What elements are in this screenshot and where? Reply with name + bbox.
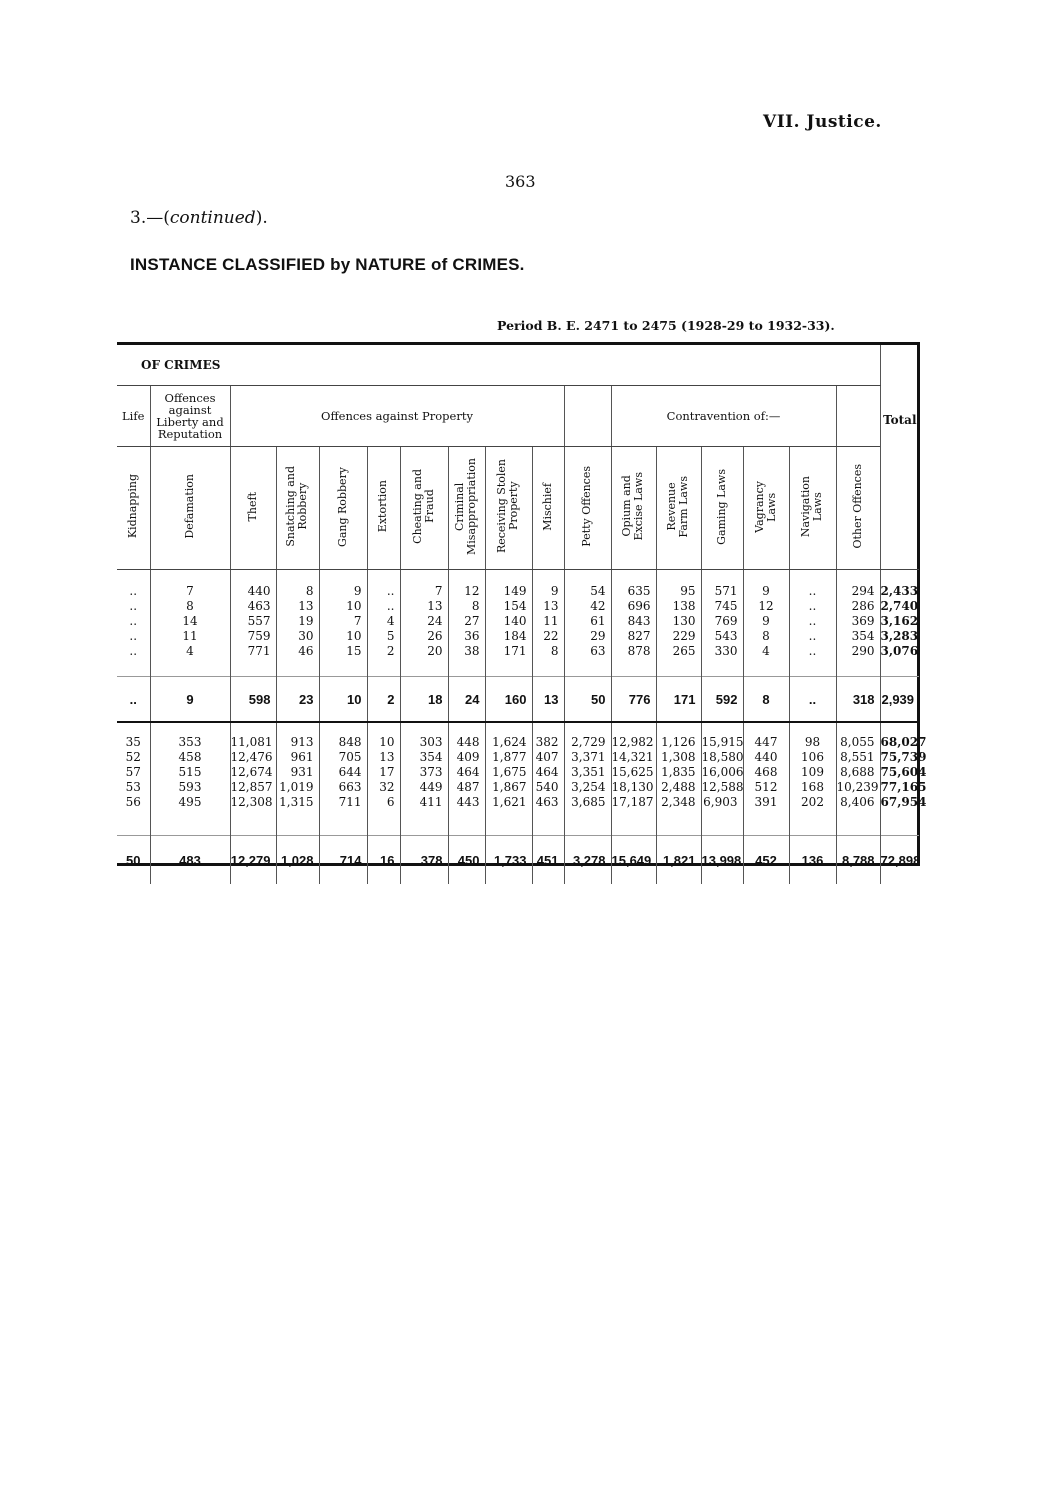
avg-opium: 15,649 xyxy=(611,836,656,885)
cell-gang-robbery: 848 705 644 663 711 xyxy=(319,722,367,836)
petty-group-header xyxy=(564,386,611,447)
page-number: 363 xyxy=(505,172,536,191)
avg-navigation: 136 xyxy=(789,836,836,885)
of-crimes-heading: OF CRIMES xyxy=(117,345,880,386)
cell-theft: 440 463 557 759 771 xyxy=(230,570,276,677)
cell-snatching: 913 961 931 1,019 1,315 xyxy=(276,722,319,836)
group-header-row xyxy=(117,386,919,447)
period-label: Period B. E. 2471 to 2475 (1928-29 to 1932-33). xyxy=(497,318,835,333)
cell-receiving: 149 154 140 184 171 xyxy=(485,570,532,677)
section-title: VII. Justice. xyxy=(763,112,882,132)
table-row-block2 xyxy=(117,722,919,836)
cell-petty: 54 42 61 29 63 xyxy=(564,570,611,677)
avg-gang-robbery: 714 xyxy=(319,836,367,885)
avg-mischief: 13 xyxy=(532,677,564,723)
avg-gaming: 13,998 xyxy=(701,836,743,885)
avg-opium: 776 xyxy=(611,677,656,723)
col-opium: Opium and Excise Laws xyxy=(611,447,656,570)
table-row-average2 xyxy=(117,836,919,885)
cell-petty: 2,729 3,371 3,351 3,254 3,685 xyxy=(564,722,611,836)
cell-snatching: 8 13 19 30 46 xyxy=(276,570,319,677)
avg-theft: 598 xyxy=(230,677,276,723)
col-petty: Petty Offences xyxy=(564,447,611,570)
avg-total: 72,898 xyxy=(880,836,919,885)
col-navigation: Navigation Laws xyxy=(789,447,836,570)
avg-receiving: 1,733 xyxy=(485,836,532,885)
avg-cheating: 378 xyxy=(400,836,448,885)
avg-gaming: 592 xyxy=(701,677,743,723)
avg-snatching: 23 xyxy=(276,677,319,723)
cell-vagrancy: 447 440 468 512 391 xyxy=(743,722,789,836)
of-crimes-row xyxy=(117,345,919,386)
avg-kidnapping: .. xyxy=(117,677,150,723)
avg-vagrancy: 8 xyxy=(743,677,789,723)
avg-revenue: 1,821 xyxy=(656,836,701,885)
avg-revenue: 171 xyxy=(656,677,701,723)
cell-total: 68,027 75,739 75,604 77,165 67,954 xyxy=(880,722,919,836)
continued-label: 3.—(continued). xyxy=(130,208,268,228)
col-cheating: Cheating and Fraud xyxy=(400,447,448,570)
property-header: Offences against Property xyxy=(230,386,564,447)
column-header-row xyxy=(117,447,919,570)
cell-opium: 12,982 14,321 15,625 18,130 17,187 xyxy=(611,722,656,836)
contravention-header: Contravention of:— xyxy=(611,386,836,447)
avg-other: 318 xyxy=(836,677,880,723)
avg-criminal: 450 xyxy=(448,836,485,885)
table-row-average1 xyxy=(117,677,919,723)
avg-snatching: 1,028 xyxy=(276,836,319,885)
avg-defamation: 9 xyxy=(150,677,230,723)
col-revenue: Revenue Farm Laws xyxy=(656,447,701,570)
cell-kidnapping: 35 52 57 53 56 xyxy=(125,735,141,809)
avg-receiving: 160 xyxy=(485,677,532,723)
cell-cheating: 7 13 24 26 20 xyxy=(400,570,448,677)
cell-opium: 635 696 843 827 878 xyxy=(611,570,656,677)
avg-cheating: 18 xyxy=(400,677,448,723)
table-row-block1 xyxy=(117,570,919,677)
col-criminal: Criminal Misappropriation xyxy=(448,447,485,570)
cell-gaming: 15,915 18,580 16,006 12,588 6,903 xyxy=(701,722,743,836)
avg-mischief: 451 xyxy=(532,836,564,885)
col-kidnapping: Kidnapping xyxy=(117,447,150,570)
cell-kidnapping: .. .. .. .. .. xyxy=(129,584,138,658)
avg-defamation: 483 xyxy=(150,836,230,885)
cell-mischief: 382 407 464 540 463 xyxy=(532,722,564,836)
cell-gang-robbery: 9 10 7 10 15 xyxy=(319,570,367,677)
crime-statistics-table xyxy=(117,342,927,868)
cell-mischief: 9 13 11 22 8 xyxy=(532,570,564,677)
col-snatching: Snatching and Robbery xyxy=(276,447,319,570)
cell-theft: 11,081 12,476 12,674 12,857 12,308 xyxy=(230,722,276,836)
avg-vagrancy: 452 xyxy=(743,836,789,885)
cell-gaming: 571 745 769 543 330 xyxy=(701,570,743,677)
col-vagrancy: Vagrancy Laws xyxy=(743,447,789,570)
cell-cheating: 303 354 373 449 411 xyxy=(400,722,448,836)
life-header: Life xyxy=(117,386,150,447)
avg-extortion: 16 xyxy=(367,836,400,885)
col-theft: Theft xyxy=(230,447,276,570)
col-gang-robbery: Gang Robbery xyxy=(319,447,367,570)
avg-navigation: .. xyxy=(789,677,836,723)
cell-criminal: 448 409 464 487 443 xyxy=(448,722,485,836)
cell-criminal: 12 8 27 36 38 xyxy=(448,570,485,677)
cell-defamation: 353 458 515 593 495 xyxy=(150,722,230,836)
cell-other: 294 286 369 354 290 xyxy=(836,570,880,677)
avg-theft: 12,279 xyxy=(230,836,276,885)
col-other: Other Offences xyxy=(836,447,880,570)
table-title: INSTANCE CLASSIFIED by NATURE of CRIMES. xyxy=(130,255,525,274)
col-mischief: Mischief xyxy=(532,447,564,570)
avg-petty: 50 xyxy=(564,677,611,723)
col-gaming: Gaming Laws xyxy=(701,447,743,570)
avg-extortion: 2 xyxy=(367,677,400,723)
cell-extortion: .. .. 4 5 2 xyxy=(367,570,400,677)
other-group-header xyxy=(836,386,880,447)
cell-navigation: .. .. .. .. .. xyxy=(789,570,836,677)
cell-other: 8,055 8,551 8,688 10,239 8,406 xyxy=(836,722,880,836)
avg-petty: 3,278 xyxy=(564,836,611,885)
avg-total: 2,939 xyxy=(880,677,919,723)
cell-total: 2,433 2,740 3,162 3,283 3,076 xyxy=(880,570,919,677)
liberty-header: Offences against Liberty and Reputation xyxy=(150,386,230,447)
cell-receiving: 1,624 1,877 1,675 1,867 1,621 xyxy=(485,722,532,836)
col-defamation: Defamation xyxy=(150,447,230,570)
avg-kidnapping: 50 xyxy=(117,836,150,885)
avg-criminal: 24 xyxy=(448,677,485,723)
col-receiving: Receiving Stolen Property xyxy=(485,447,532,570)
avg-other: 8,788 xyxy=(836,836,880,885)
col-extortion: Extortion xyxy=(367,447,400,570)
total-header: Total xyxy=(880,345,919,570)
cell-navigation: 98 106 109 168 202 xyxy=(789,722,836,836)
cell-defamation: 7 8 14 11 4 xyxy=(150,570,230,677)
cell-extortion: 10 13 17 32 6 xyxy=(367,722,400,836)
avg-gang-robbery: 10 xyxy=(319,677,367,723)
cell-revenue: 1,126 1,308 1,835 2,488 2,348 xyxy=(656,722,701,836)
cell-revenue: 95 138 130 229 265 xyxy=(656,570,701,677)
cell-vagrancy: 9 12 9 8 4 xyxy=(743,570,789,677)
